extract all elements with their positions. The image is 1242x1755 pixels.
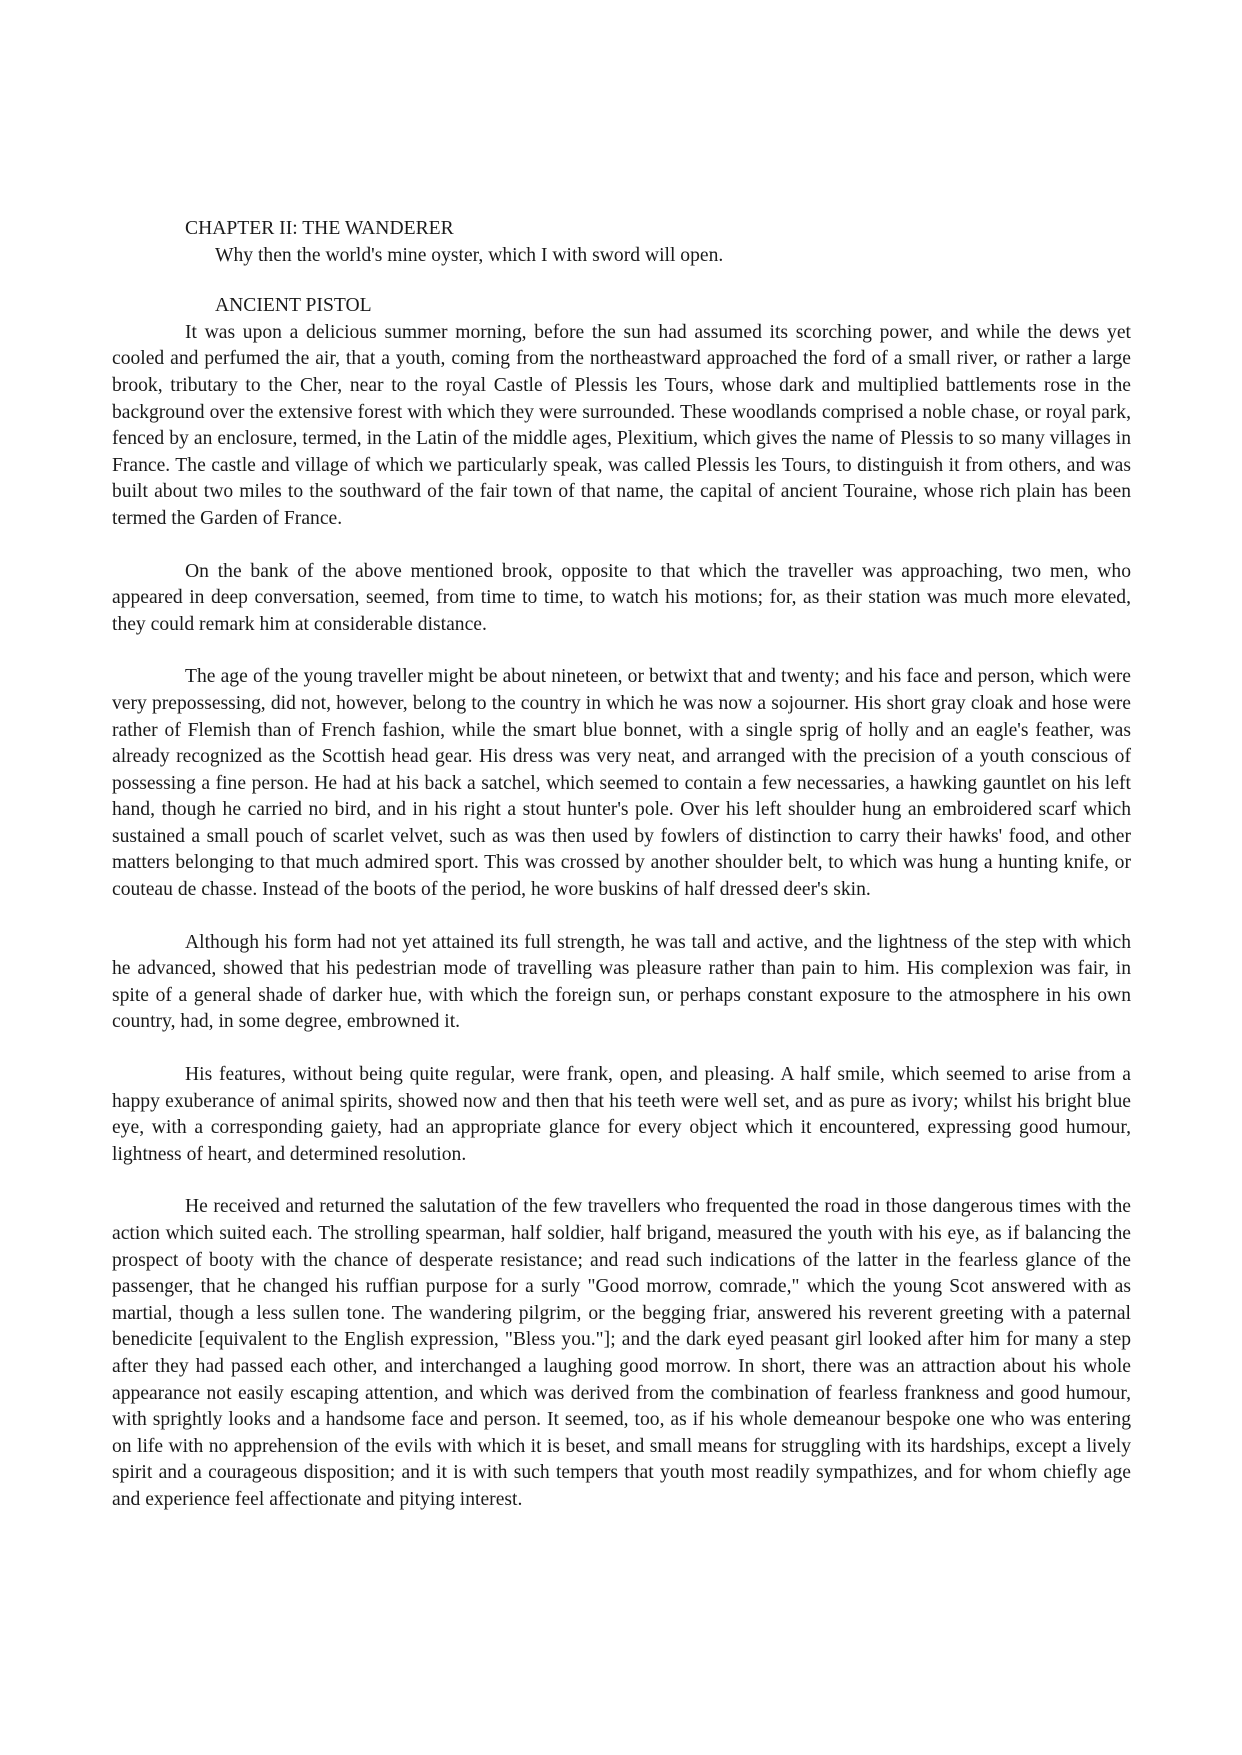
paragraph: The age of the young traveller might be about nineteen, or betwixt that and twenty; and his face and person, which were very prepossessing, did not, however, belong to the country in which he was now a sojourner. His short gray cloak and hose were rather of Flemish than of French fashion, while the smart blue bonnet, with a single sprig of holly and an eagle's feather, was already recognized as the Scottish head gear. His dress was very neat, and arranged with the precision of a youth conscious of possessing a fine person. He had at his back a satchel, which seemed to contain a few necessaries, a hawking gauntlet on his left hand, though he carried no bird, and in his right a stout hunter's pole. Over his left shoulder hung an embroidered scarf which sustained a small pouch of scarlet velvet, such as was then used by fowlers of distinction to carry their hawks' food, and other matters belonging to that much admired sport. This was crossed by another shoulder belt, to which was hung a hunting knife, or couteau de chasse. Instead of the boots of the period, he wore buskins of half dressed deer's skin. [112, 666, 1131, 901]
paragraph: Although his form had not yet attained its full strength, he was tall and active, and the lightness of the step with which he advanced, showed that his pedestrian mode of travelling was pleasure rather than pain to him. His complexion was fair, in spite of a general shade of darker hue, with which the foreign sun, or perhaps constant exposure to the atmosphere in his own country, had, in some degree, embrowned it. [112, 931, 1131, 1033]
paragraph: On the bank of the above mentioned brook, opposite to that which the traveller was approaching, two men, who appeared in deep conversation, seemed, from time to time, to watch his motions; for, as their station was much more elevated, they could remark him at considerable distance. [112, 560, 1131, 635]
paragraph: His features, without being quite regular, were frank, open, and pleasing. A half smile, which seemed to arise from a happy exuberance of animal spirits, showed now and then that his teeth were well set, and as pure as ivory; whilst his bright blue eye, with a corresponding gaiety, had an appropriate glance for every object which it encountered, expressing good humour, lightness of heart, and determined resolution. [112, 1064, 1131, 1165]
chapter-title: CHAPTER II: THE WANDERER [185, 218, 454, 239]
epigraph-attribution: ANCIENT PISTOL [215, 295, 372, 317]
epigraph: Why then the world's mine oyster, which I with sword will open. [215, 244, 724, 266]
paragraph: It was upon a delicious summer morning, before the sun had assumed its scorching power, and while the dews yet cooled and perfumed the air, that a youth, coming from the northeastward approached the ford of a small river, or rather a large brook, tributary to the Cher, near to the royal Castle of Plessis les Tours, whose dark and multiplied battlements rose in the background over the extensive forest with which they were surrounded. These woodlands comprised a noble chase, or royal park, fenced by an enclosure, termed, in the Latin of the middle ages, Plexitium, which gives the name of Plessis to so many villages in France. The castle and village of which we particularly speak, was called Plessis les Tours, to distinguish it from others, and was built about two miles to the southward of the fair town of that name, the capital of ancient Touraine, whose rich plain has been termed the Garden of France. [112, 321, 1131, 529]
paragraph: He received and returned the salutation of the few travellers who frequented the road in those dangerous times with the action which suited each. The strolling spearman, half soldier, half brigand, measured the youth with his eye, as if balancing the prospect of booty with the chance of desperate resistance; and read such indications of the latter in the fearless glance of the passenger, that he changed his ruffian purpose for a surly "Good morrow, comrade," which the young Scot answered with as martial, though a less sullen tone. The wandering pilgrim, or the begging friar, answered his reverent greeting with a paternal benedicite [equivalent to the English expression, "Bless you."]; and the dark eyed peasant girl looked after him for many a step after they had passed each other, and interchanged a laughing good morrow. In short, there was an attraction about his whole appearance not easily escaping attention, and which was derived from the combination of fearless frankness and good humour, with sprightly looks and a handsome face and person. It seemed, too, as if his whole demeanour bespoke one who was entering on life with no apprehension of the evils with which it is beset, and small means for struggling with its hardships, except a lively spirit and a courageous disposition; and it is with such tempers that youth most readily sympathizes, and for whom chiefly age and experience feel affectionate and pitying interest. [112, 1196, 1131, 1510]
document-page [112, 216, 1131, 1514]
